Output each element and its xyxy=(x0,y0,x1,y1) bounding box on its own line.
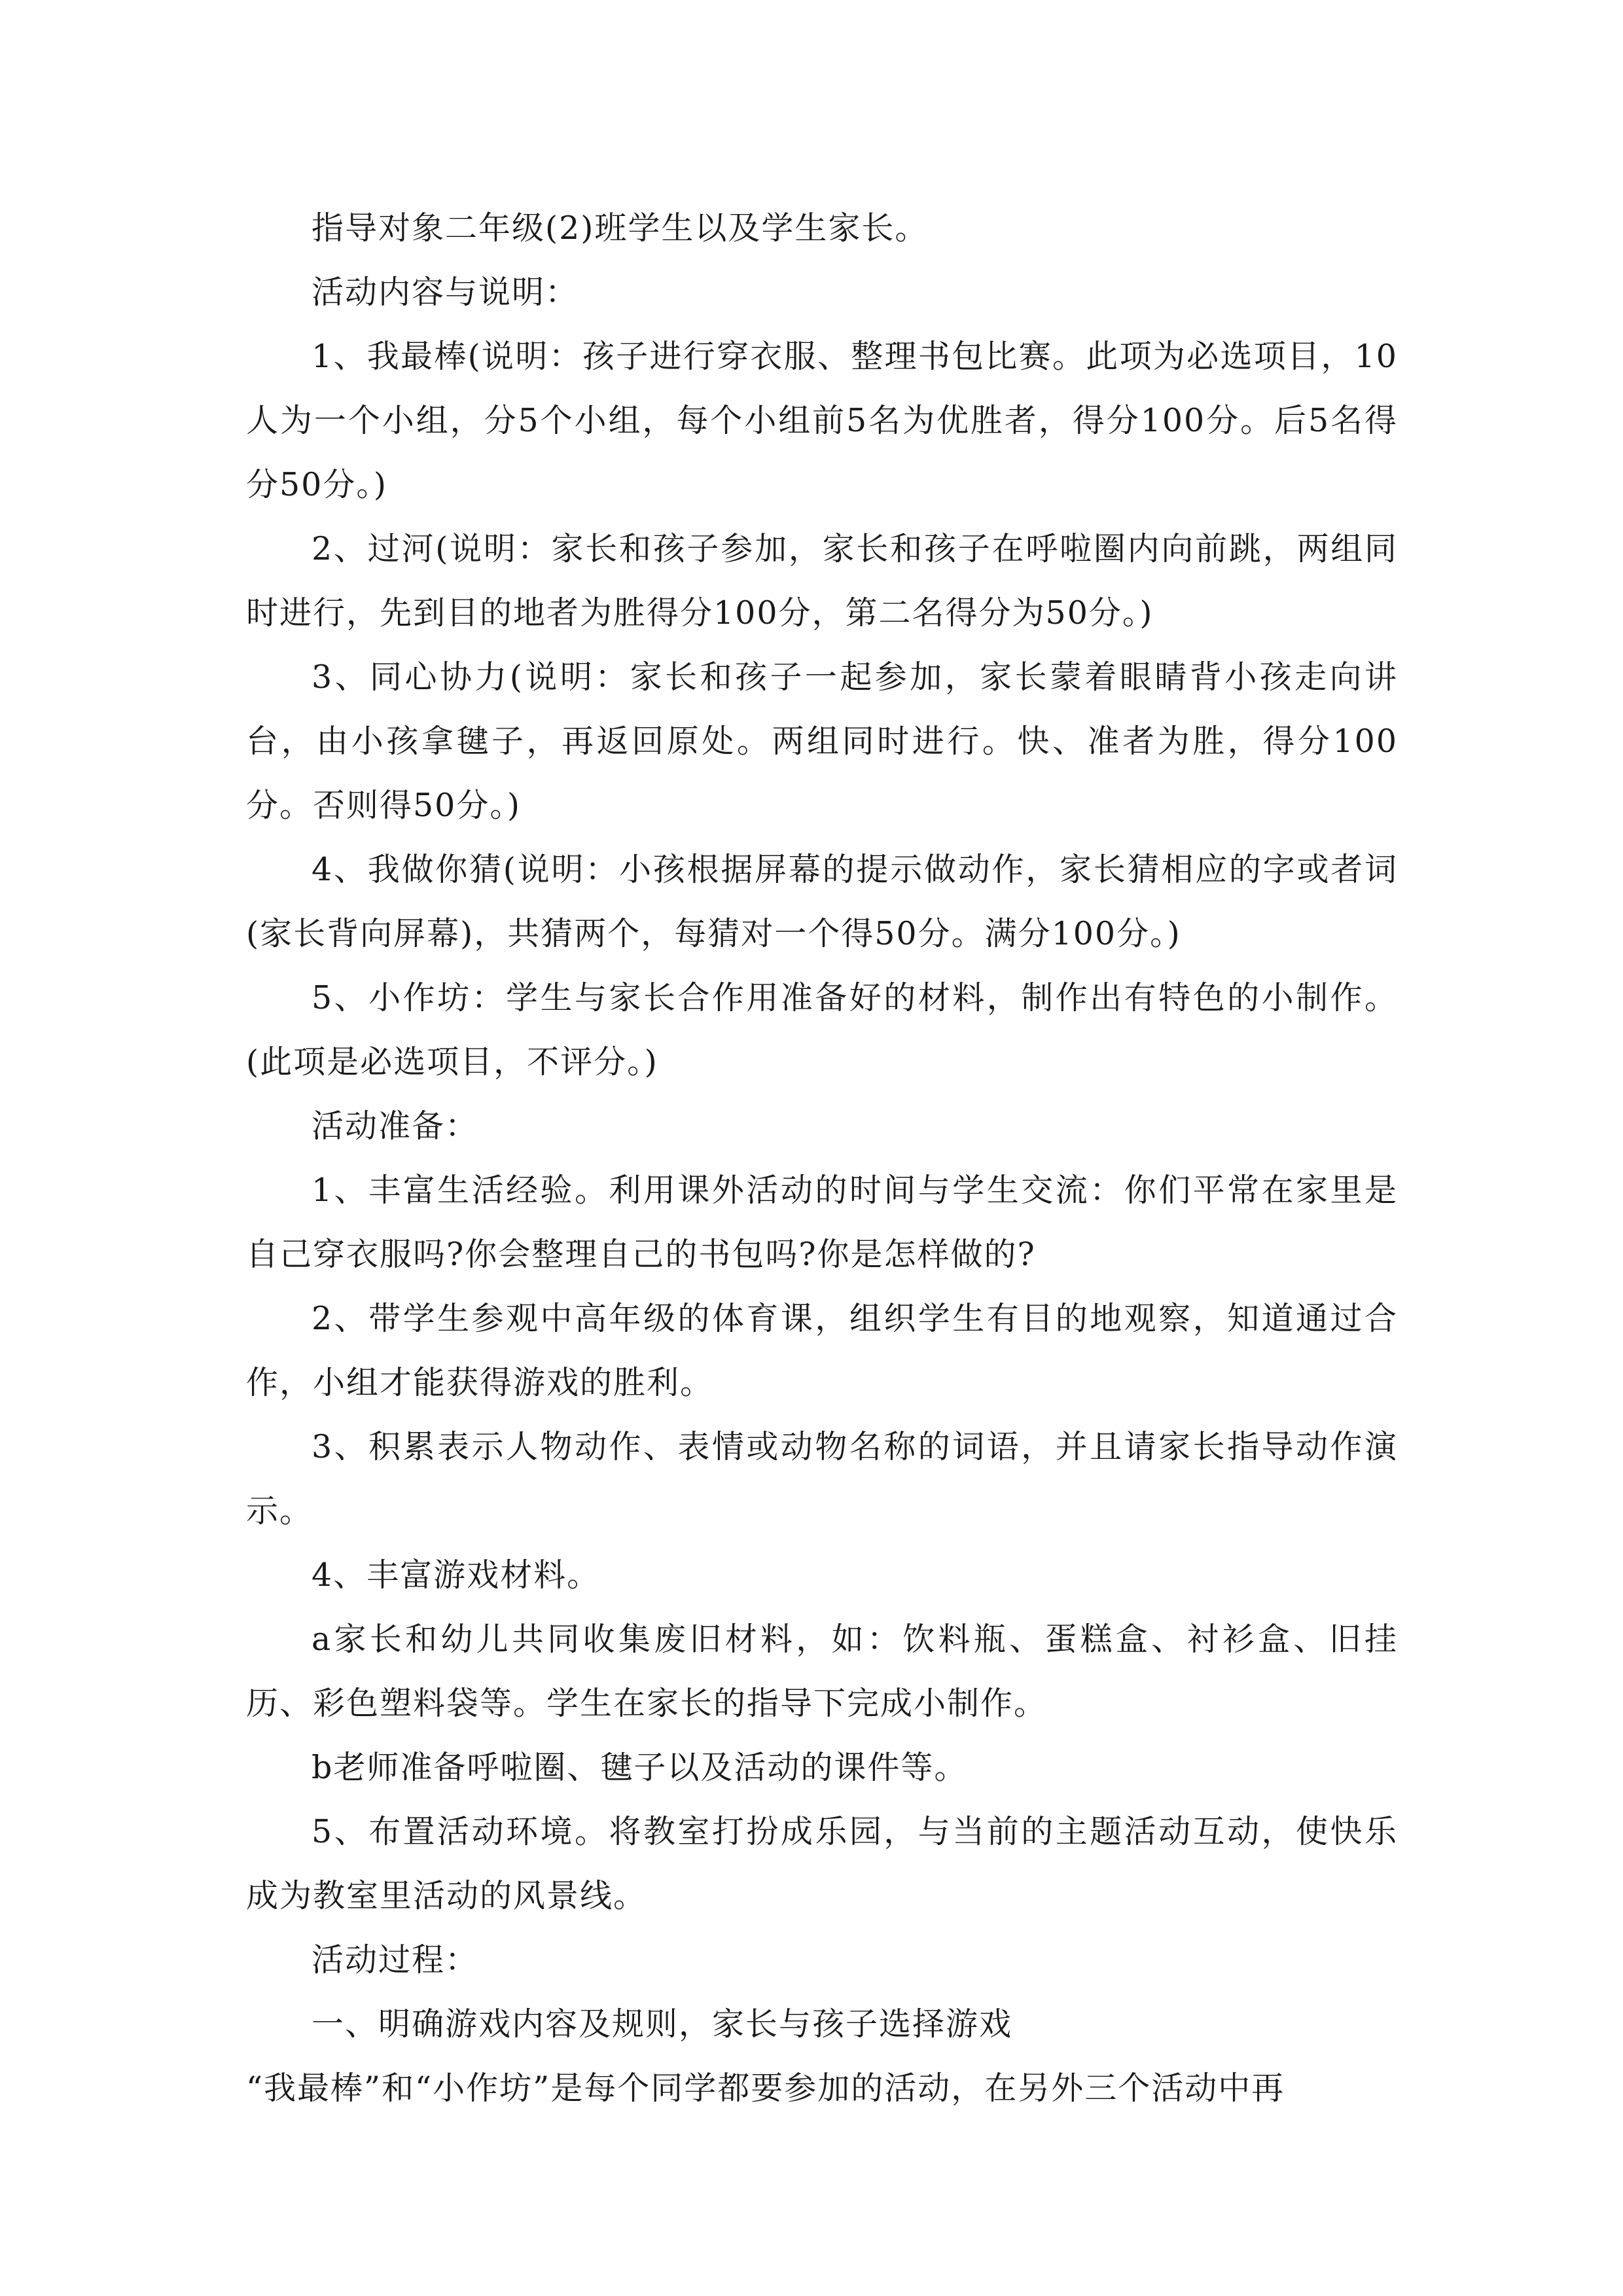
heading-activity-process: 活动过程： xyxy=(312,1941,479,1979)
paragraph-process-1: 一、明确游戏内容及规则，家长与孩子选择游戏 xyxy=(312,2005,1013,2043)
paragraph-item-2-river: 2、过河(说明：家长和孩子参加，家长和孩子在呼啦圈内向前跳，两组同时进行，先到目的地者为胜得分100分，第二名得分为50分。) xyxy=(246,530,1398,632)
paragraph-prep-4b: b老师准备呼啦圈、毽子以及活动的课件等。 xyxy=(312,1749,968,1786)
paragraph-guidance-target: 指导对象二年级(2)班学生以及学生家长。 xyxy=(312,209,929,247)
paragraph-process-continuation: “我最棒”和“小作坊”是每个同学都要参加的活动，在另外三个活动中再 xyxy=(246,2070,1285,2107)
paragraph-prep-1: 1、丰富生活经验。利用课外活动的时间与学生交流：你们平常在家里是自己穿衣服吗?你会整理自己的书包吗?你是怎样做的? xyxy=(246,1172,1398,1273)
paragraph-item-5-workshop: 5、小作坊：学生与家长合作用准备好的材料，制作出有特色的小制作。(此项是必选项目，不评分。) xyxy=(246,979,1398,1081)
heading-activity-content: 活动内容与说明： xyxy=(312,274,579,311)
paragraph-item-3-teamwork: 3、同心协力(说明：家长和孩子一起参加，家长蒙着眼睛背小孩走向讲台，由小孩拿毽子，再返回原处。两组同时进行。快、准者为胜，得分100分。否则得50分。) xyxy=(246,658,1398,824)
paragraph-prep-3: 3、积累表示人物动作、表情或动物名称的词语，并且请家长指导动作演示。 xyxy=(246,1428,1398,1530)
paragraph-prep-4: 4、丰富游戏材料。 xyxy=(312,1556,601,1594)
paragraph-prep-2: 2、带学生参观中高年级的体育课，组织学生有目的地观察，知道通过合作，小组才能获得游戏的胜利。 xyxy=(246,1300,1398,1401)
paragraph-prep-4a: a家长和幼儿共同收集废旧材料，如：饮料瓶、蛋糕盒、衬衫盒、旧挂历、彩色塑料袋等。学生在家长的指导下完成小制作。 xyxy=(246,1621,1398,1722)
paragraph-item-1-best: 1、我最棒(说明：孩子进行穿衣服、整理书包比赛。此项为必选项目，10人为一个小组，分5个小组，每个小组前5名为优胜者，得分100分。后5名得分50分。) xyxy=(246,338,1398,503)
heading-activity-preparation: 活动准备： xyxy=(312,1107,479,1145)
paragraph-item-4-guess: 4、我做你猜(说明：小孩根据屏幕的提示做动作，家长猜相应的字或者词(家长背向屏幕)，共猜两个，每猜对一个得50分。满分100分。) xyxy=(246,851,1398,952)
paragraph-prep-5: 5、布置活动环境。将教室打扮成乐园，与当前的主题活动互动，使快乐成为教室里活动的风景线。 xyxy=(246,1813,1398,1914)
document-body xyxy=(246,196,1398,2121)
